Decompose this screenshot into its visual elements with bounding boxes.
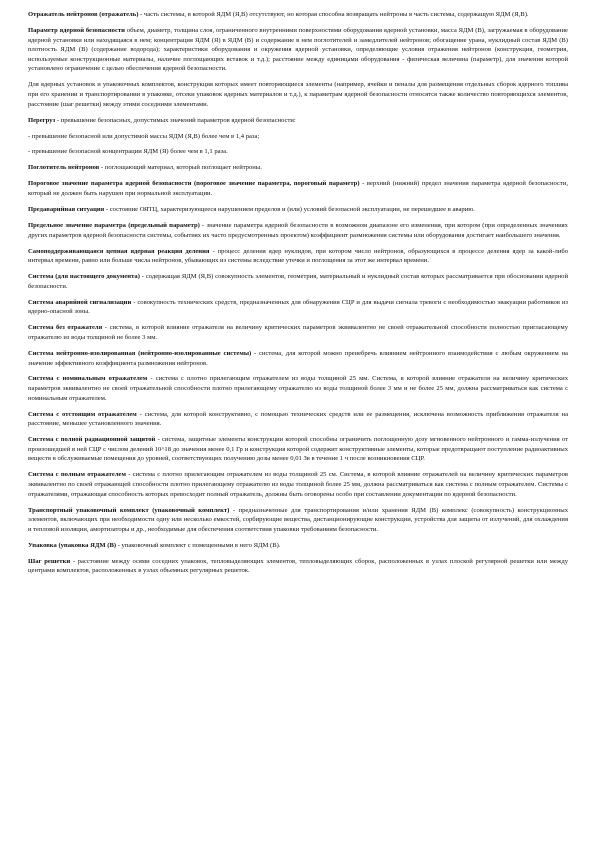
definition-paragraph [28, 179, 568, 198]
definition-text: - часть системы, в которой ЯДМ (Я,В) отсутствуют, но которая способна возвращать нейтроны в часть системы, содержащую ЯДМ (Я,В). [138, 11, 529, 18]
definition-paragraph [28, 298, 568, 317]
definition-paragraph [28, 221, 568, 240]
defined-term: Пороговое значение параметра ядерной безопасности (пороговое значение параметра, пороговый параметр) [28, 180, 360, 188]
defined-term: Система нейтронно-изолированная (нейтронно-изолированные системы) [28, 349, 252, 357]
definition-paragraph [28, 80, 568, 109]
definition-paragraph [28, 147, 568, 157]
defined-term: Упаковка (упаковка ЯДМ (В) [28, 541, 117, 549]
definition-text: - система с плотно прилегающим отражателем из воды толщиной 25 мм. Система, в которой влияние отражателя на величину критических параметров эквивалентно не своей отражательной способности плотно прилегающему отражателю из воды толщиной более 3 мм и не более 25 мм, должна рассматриваться как система с номинальным отражателем. [28, 375, 569, 402]
definition-paragraph [28, 272, 568, 291]
definition-text: - система, в которой влияние отражателя на величину критических параметров эквивалентно не своей отражательной способности полностью пригласающему отражателю из воды толщиной не более 3 мм. [28, 324, 569, 341]
definition-paragraph [28, 323, 568, 342]
definition-paragraph [28, 541, 568, 551]
defined-term: Система без отражателя [28, 324, 103, 332]
definition-paragraph [28, 247, 568, 266]
defined-term: Система с отстоящим отражателем [28, 410, 137, 418]
definition-text: - содержащая ЯДМ (Я,В) совокупность элементов, геометрия, материальный и нуклидный состав которых рассматривается при обосновании ядерной безопасности. [28, 273, 569, 290]
definition-text: объем, диаметр, толщина слоя, ограниченного внутренними поверхностями оборудования ядерной установки, масса ЯДМ (В), загружаемая в оборудование ядерной установки или находящаяся в нем; концентрация ЯДМ (Я) в ЯДМ (В) и содержание в нем поглотителей и замедлителей нейтронов; обогащение урана, нуклидный состав ЯДМ (В) плотность ЯДМ (В) (содержание водорода); характеристики оборудования и окружения ядерной установки, определяющие условия отражения нейтронов (конструкция, геометрия, используемые конструкционные материалы, наличие поглощающих вставок и т.д.); расстояние между единицами оборудования - физическая величина (параметр), для значения которой установлено ограничение с целью обеспечения ядерной безопасности. [28, 26, 568, 73]
document-page [28, 10, 568, 582]
definition-paragraph [28, 557, 568, 576]
definition-paragraph [28, 26, 568, 74]
definition-text: Для ядерных установок и упаковочных комплектов, конструкция которых имеет повторяющиеся элементы (например, ячейки и пеналы для размещения отдельных сборок ядерного топлива при его хранении и транспортировании в упаковке, отсеки упаковок ядерных материалов и т.д.), к параметрам ядерной безопасности относятся также количество повторяющихся элементов, расстояние (шаг решетки) между этими соседними элементами. [28, 81, 568, 108]
definition-paragraph [28, 506, 568, 535]
defined-term: Самоподдерживающаяся цепная ядерная реакция деления [28, 247, 210, 255]
definition-text: - поглощающий материал, который поглощает нейтроны. [99, 164, 262, 172]
definition-text: - система, для которой можно пренебречь влиянием нейтронного взаимодействия с любым окружением на значение эффективного коэффициента размножения нейтронов. [28, 349, 568, 367]
definition-text: - превышение безопасной концентрации ЯДМ (Я) более чем в 1,1 раза. [28, 148, 228, 156]
defined-term: Предельное значение параметра (предельный параметр) [28, 222, 200, 230]
definition-paragraph [28, 435, 568, 464]
definition-paragraph [28, 132, 568, 142]
defined-term: Система с полной радиационной защитой [28, 436, 156, 444]
defined-term: Шаг решетки [28, 557, 71, 565]
defined-term: Предаварийная ситуация [28, 206, 105, 214]
defined-term: Поглотитель нейтронов [28, 164, 100, 172]
defined-term: Перегруз [28, 116, 56, 124]
definition-paragraph [28, 10, 568, 20]
defined-term: Система аварийной сигнализации [28, 298, 132, 306]
definition-text: - система с плотно прилегающим отражателем из воды толщиной 25 см. Система, в которой влияние отражателей на величину критических параметров эквивалентно по своей отражающей способности плотно прилегающему отражателю из воды толщиной более 25 мм, должна рассматриваться как система с полным отражателем. Системы с отражателями, отражающая способность которых превосходит полный отражатель, должны быть оговорены особо при составлении документации по ядерной безопасности. [28, 471, 568, 498]
defined-term: Система (для настоящего документа) [28, 273, 140, 281]
definition-paragraph [28, 116, 568, 126]
definition-text: - расстояние между осями соседних упаковок, тепловыделяющих элементов, тепловыделяющих сборок, расположенных в узлах плоской регулярной решетки или между центрами комплектов, расположенных в узлах объемных регулярных решеток. [28, 557, 569, 575]
definition-paragraph [28, 470, 568, 499]
definition-paragraph [28, 349, 568, 368]
defined-term: Параметр ядерной безопасности [28, 26, 125, 34]
definition-text: - превышение безопасных, допустимых значений параметров ядерной безопасности: [55, 116, 296, 124]
definition-text: - процесс деления ядер нуклидов, при котором число нейтронов, образующихся в процессе деления ядер за какой-либо интервал времени, равно или больше числа нейтронов, убывающих из системы вследствие утечки и поглощения за этот же интервал времени. [28, 247, 568, 265]
definition-text: - состояние ОЯТЦ, характеризующееся нарушением пределов и (или) условий безопасной эксплуатации, не перешедшее в аварию. [104, 206, 475, 214]
definition-paragraph [28, 163, 568, 173]
definition-text: - совокупность технических средств, предназначенных для обнаружения СЦР и для выдачи сигнала тревоги с необходимостью эвакуации работников из ядерно-опасной зоны. [28, 298, 568, 316]
defined-term: Отражатель нейтронов (отражатель) [28, 11, 139, 18]
definition-text: - система, защитные элементы конструкции которой способны ограничить поглощенную дозу мгновенного нейтронного и гамма-излучения от произошедшей в ней СЦР с числом делений 10^18 до значения менее 0,1 Гр и конструкция которой содержит конструктивные элементы, которые предотвращают поступление радиоактивных веществ в обслуживаемые помещения до уровней, соответствующих получению дозы менее 0,01 Зв в течение 1 ч после возникновения СЦР. [28, 436, 568, 463]
definition-text: - значение параметра ядерной безопасности в возможном диапазоне его изменения, при котором (при определенных значениях других параметров ядерной безопасности системы, событиях их часто предусмотренных проектом) коэффициент размножения системы или оборудования достигает наибольшего значения. [28, 222, 568, 239]
defined-term: Транспортный упаковочный комплект (упаковочный комплект) [28, 506, 230, 514]
definition-paragraph [28, 410, 568, 429]
definition-paragraph [28, 374, 568, 403]
defined-term: Система с полным отражателем [28, 471, 126, 479]
defined-term: Система с номинальным отражателем [28, 375, 148, 383]
definition-text: - система, для которой конструктивно, с помощью технических средств или ее размещения, исключена возможность приближения отражателя на расстояние, меньшее установленного значения. [28, 410, 568, 428]
definition-text: - предназначенные для транспортирования и/или хранения ЯДМ (В) комплекс (совокупность) конструкционных элементов, включающих при необходимости одну или несколько емкостей, сорбирующие вещества, дистанционирующие конструкции, устройства для защиты от излучений, для охлаждения и тепловой изоляции, амортизаторы и др., необходимые для обеспечения соответствия упаковки требованиям безопасности. [28, 506, 568, 533]
definition-text: - превышение безопасной или допустимой массы ЯДМ (Я,В) более чем в 1,4 раза; [28, 132, 260, 140]
definition-text: - упаковочный комплект с помещенными в него ЯДМ (В). [116, 541, 281, 549]
definition-paragraph [28, 205, 568, 215]
definition-text: - верхний (нижний) предел значения параметра ядерной безопасности, который не должен быть нарушен при нормальной эксплуатации. [28, 180, 568, 198]
